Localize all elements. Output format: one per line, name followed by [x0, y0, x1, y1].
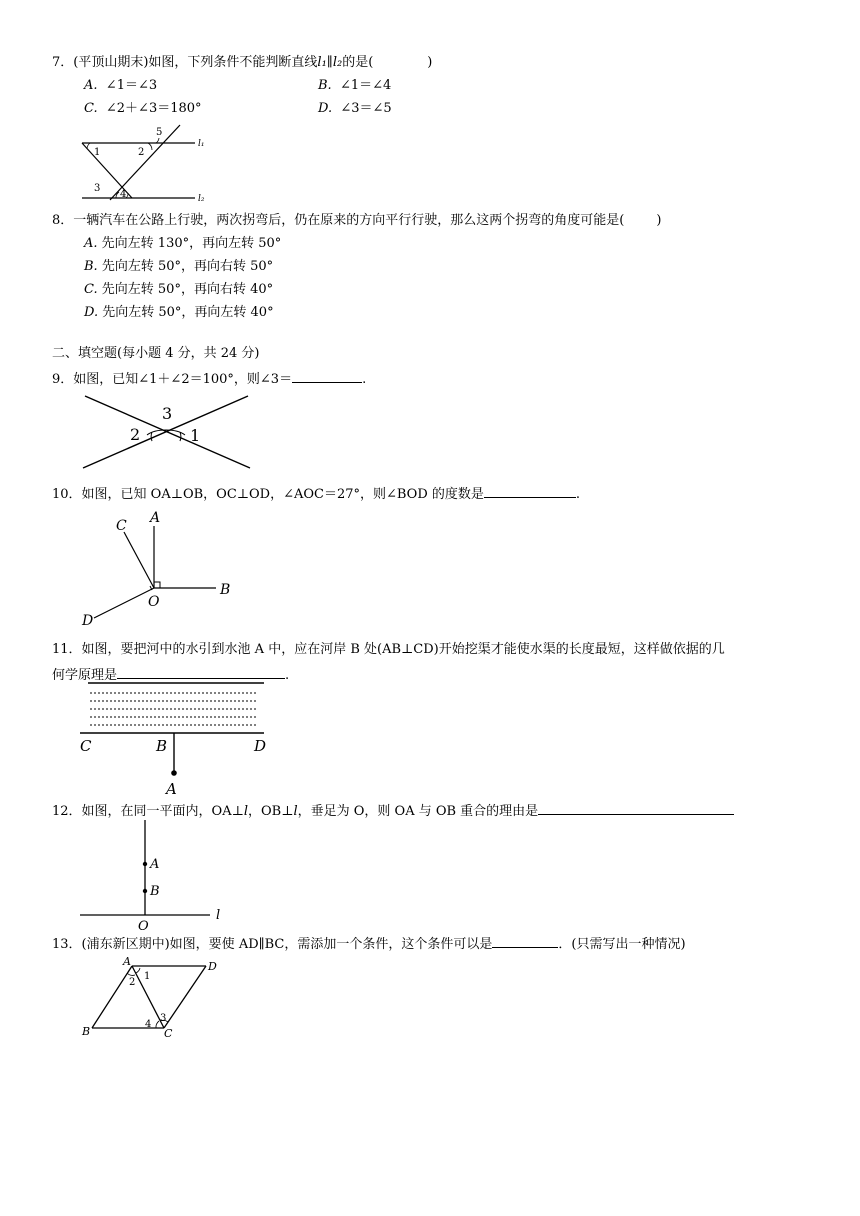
q9-answer-blank[interactable] [292, 368, 362, 383]
q13-label-d: D [208, 960, 217, 973]
q7-label-1: 1 [94, 147, 101, 158]
q7-label-2: 2 [138, 147, 145, 158]
q7-parallel: ∥ [326, 55, 333, 70]
q13-label-a: A [123, 955, 131, 968]
q7-option-b: B. ∠1＝∠4 [318, 78, 392, 93]
q13-answer-blank[interactable] [492, 933, 558, 948]
q8-option-c: C. 先向左转 50°，再向右转 40° [84, 282, 274, 297]
q12-answer-blank[interactable] [538, 800, 734, 815]
q8-option-a: A. 先向左转 130°，再向左转 50° [84, 236, 282, 251]
q11-answer-blank[interactable] [117, 664, 285, 679]
q7-figure [70, 120, 220, 210]
q7-label-3: 3 [94, 183, 101, 194]
q13-figure [78, 955, 228, 1043]
q10-stem: 10．如图，已知 OA⊥OB，OC⊥OD，∠AOC＝27°，则∠BOD 的度数是 . [52, 483, 580, 504]
q7-l2: l₂ [332, 55, 343, 70]
q9-label-2: 2 [130, 425, 141, 444]
q13-label-4: 4 [145, 1019, 152, 1030]
q13-label-3: 3 [160, 1013, 167, 1024]
q9-stem: 9．如图，已知∠1＋∠2＝100°，则∠3＝ . [52, 368, 366, 389]
q11-stem-line1: 11．如图，要把河中的水引到水池 A 中，应在河岸 B 处(AB⊥CD)开始挖渠才能使水渠的长度最短，这样做依据的几 [52, 642, 725, 657]
q13-label-2: 2 [129, 977, 136, 988]
q8-stem: 8．一辆汽车在公路上行驶，两次拐弯后，仍在原来的方向平行行驶，那么这两个拐弯的角度可能是( ) [52, 213, 662, 228]
q10-label-c: C [116, 518, 127, 534]
q7-option-d: D. ∠3＝∠5 [318, 101, 392, 116]
q7-option-c: C. ∠2＋∠3＝180° [84, 101, 202, 116]
q13-label-c: C [164, 1027, 173, 1040]
q13-label-1: 1 [144, 971, 151, 982]
q12-figure [78, 818, 238, 934]
q12-label-a: A [150, 857, 160, 872]
q12-stem: 12．如图，在同一平面内，OA⊥l，OB⊥l，垂足为 O，则 OA 与 OB 重合的理由是 [52, 800, 734, 821]
q8-option-b: B. 先向左转 50°，再向右转 50° [84, 259, 274, 274]
q12-point-a [143, 862, 147, 866]
q7-label-4: 4 [120, 189, 127, 200]
q8-option-d: D. 先向左转 50°，再向左转 40° [84, 305, 274, 320]
q9-label-1: 1 [190, 426, 201, 445]
q10-ray-oc [124, 532, 154, 588]
q7-label-l2: l₂ [198, 194, 205, 204]
q11-label-b: B [156, 737, 168, 755]
q7-stem-a: 7．(平顶山期末)如图，下列条件不能判断直线 [52, 55, 318, 70]
q7-option-a: A. ∠1＝∠3 [84, 78, 158, 93]
q13-stem: 13．(浦东新区期中)如图，要使 AD∥BC，需添加一个条件，这个条件可以是 ．(只需写出一种情况) [52, 933, 686, 954]
q12-label-l: l [216, 908, 221, 923]
section-title: 二、填空题(每小题 4 分，共 24 分) [52, 346, 260, 361]
q10-ray-od [94, 588, 154, 618]
q11-figure [78, 680, 278, 798]
q10-figure [78, 510, 238, 628]
q10-answer-blank[interactable] [484, 483, 576, 498]
q9-figure [80, 392, 255, 472]
q11-label-a: A [166, 780, 177, 798]
q9-label-3: 3 [162, 404, 173, 423]
q7-stem-b: 的是( [342, 55, 374, 70]
q7-stem [52, 54, 432, 72]
q10-label-o: O [148, 594, 160, 610]
q7-label-l1: l₁ [198, 139, 205, 149]
q12-point-b [143, 889, 147, 893]
q11-stem-line2: 何学原理是 . [52, 664, 289, 685]
q7-l1: l₁ [317, 55, 327, 70]
q12-label-o: O [138, 919, 149, 934]
q13-label-b: B [82, 1025, 91, 1038]
q13-segment-ab [92, 966, 132, 1028]
q10-label-d: D [82, 613, 94, 629]
q10-label-b: B [220, 582, 231, 598]
q13-segment-dc [164, 966, 206, 1028]
q12-label-b: B [150, 884, 160, 899]
q7-stem-c: ) [427, 55, 433, 70]
q10-label-a: A [150, 510, 161, 526]
q11-label-c: C [80, 737, 92, 755]
q7-label-5: 5 [156, 127, 163, 138]
q11-point-a [171, 770, 177, 776]
q11-label-d: D [254, 737, 267, 755]
